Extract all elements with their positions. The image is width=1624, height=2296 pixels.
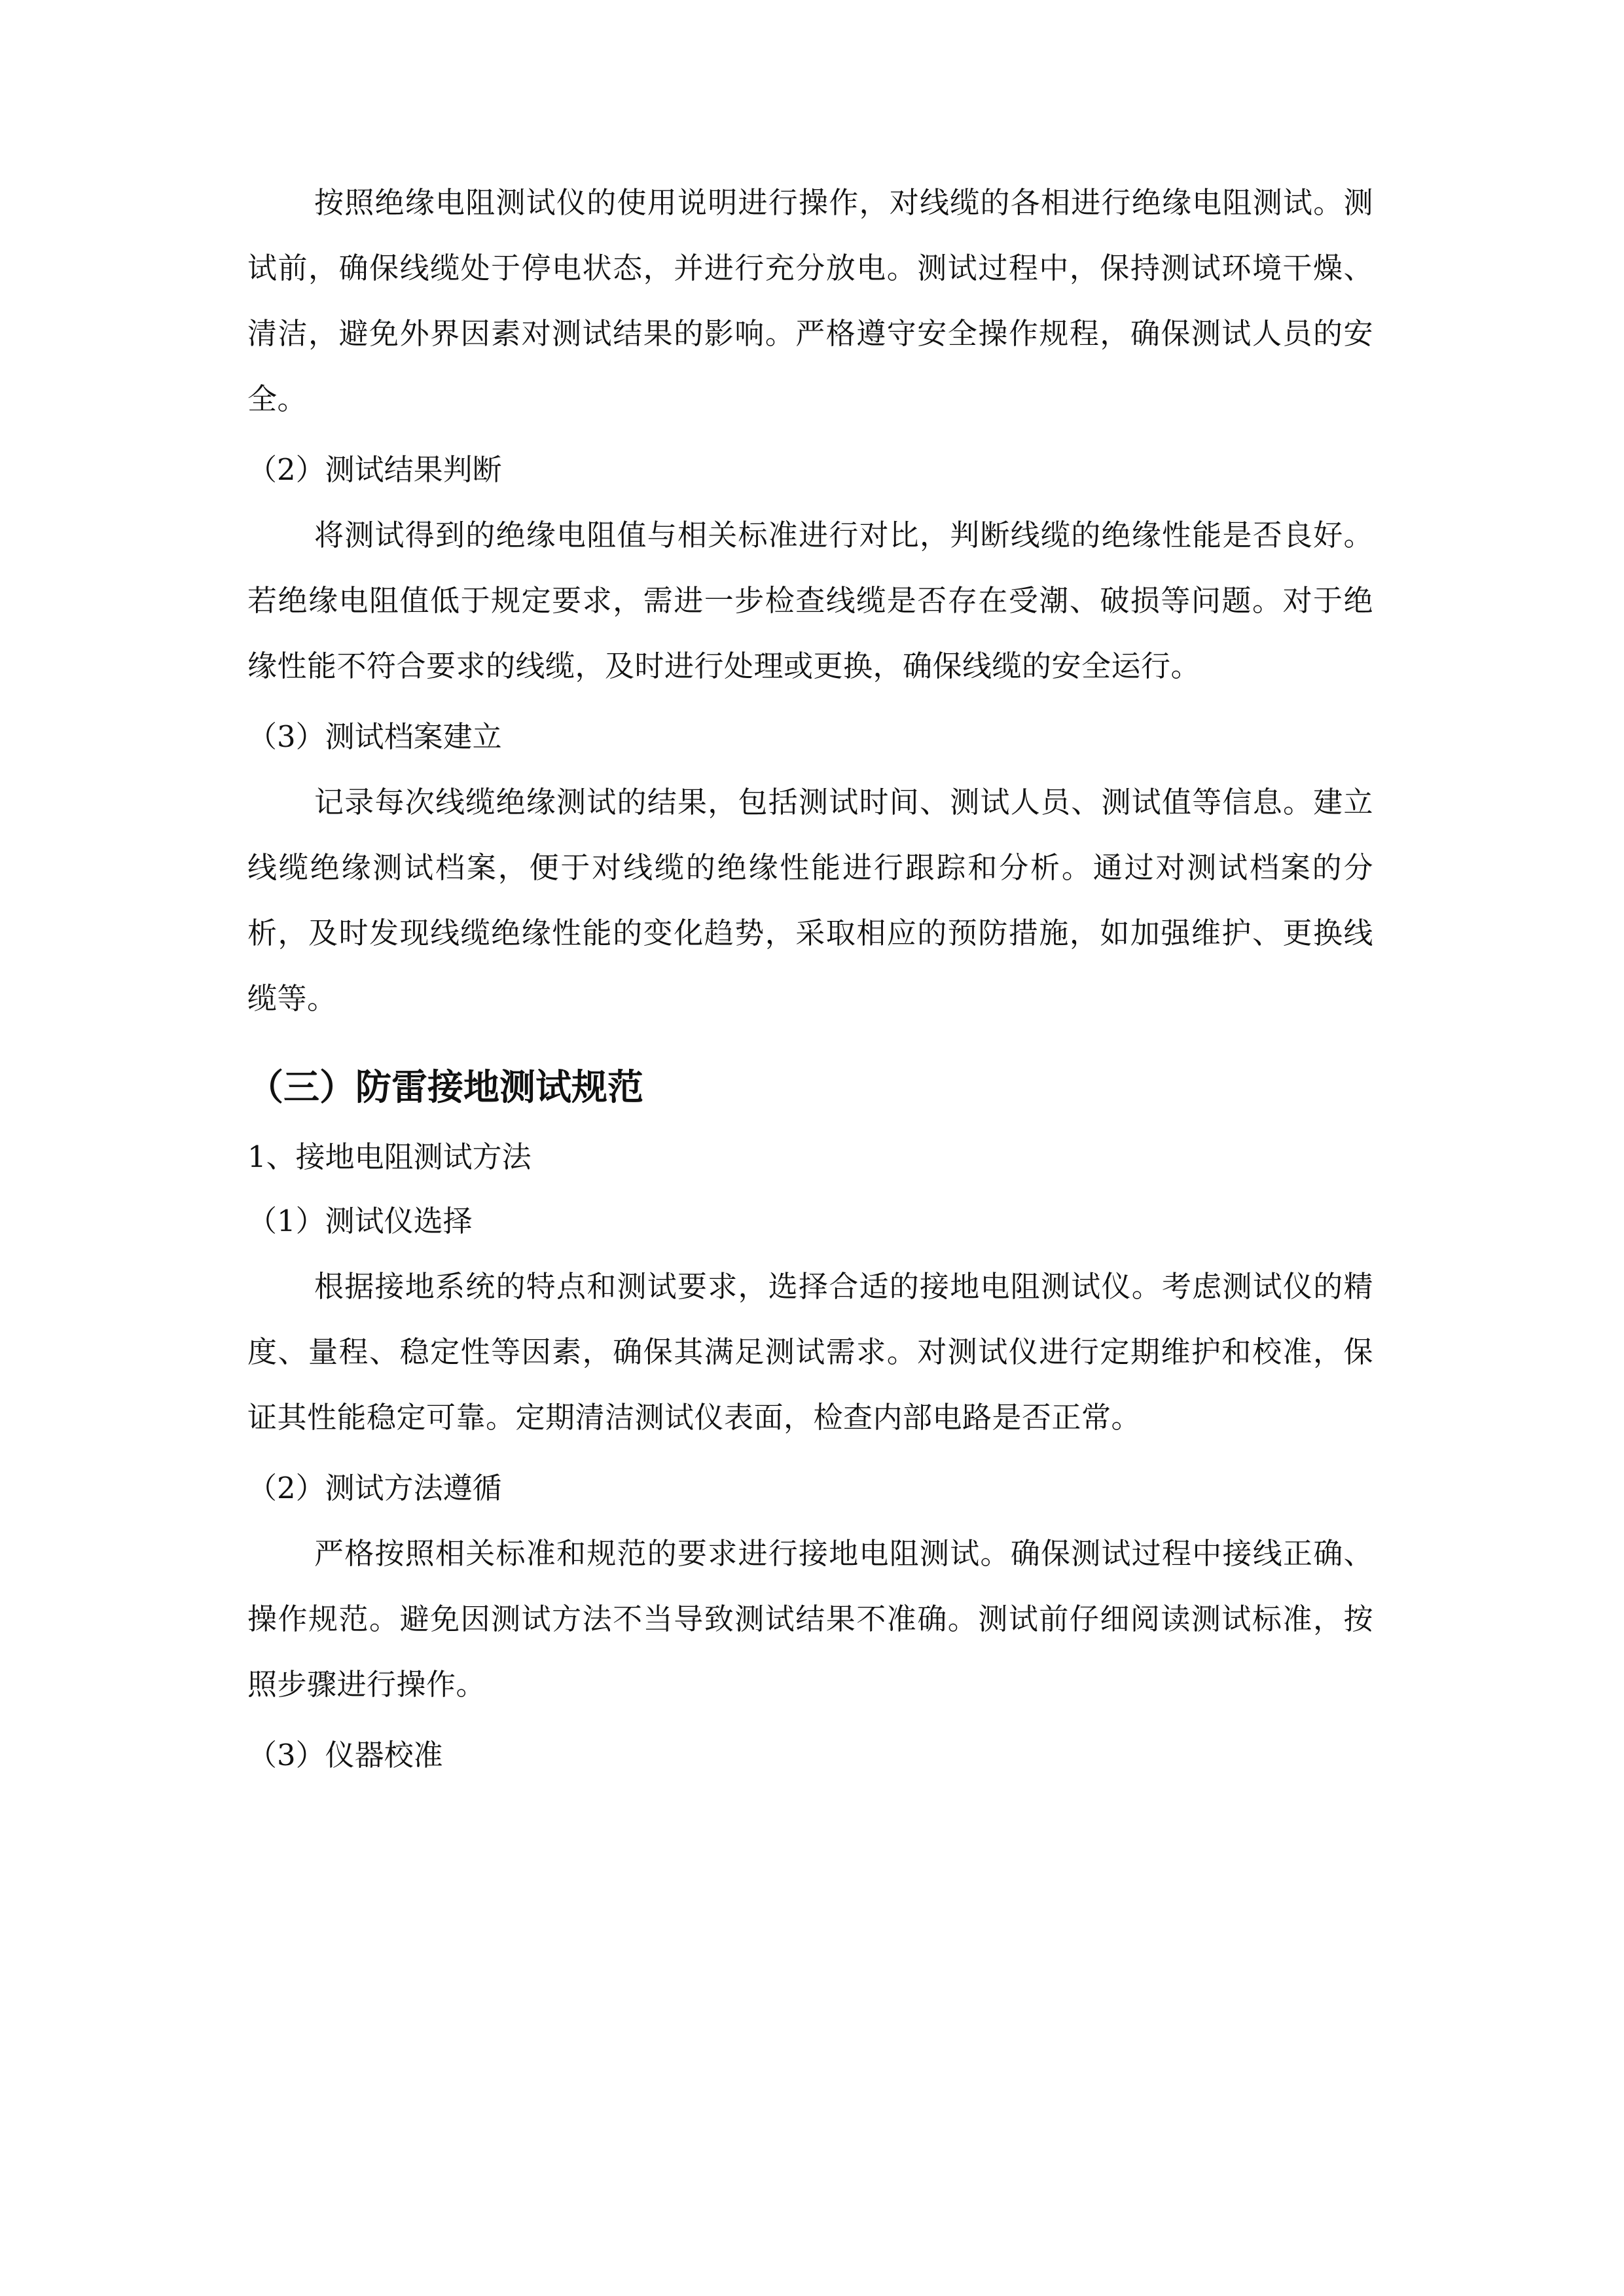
subheading-instrument-calibration: （3）仪器校准 — [247, 1738, 443, 1772]
paragraph-result-judgement: 将测试得到的绝缘电阻值与相关标准进行对比，判断线缆的绝缘性能是否良好。若绝缘电阻值低于规定要求，需进一步检查线缆是否存在受潮、破损等问题。对于绝缘性能不符合要求的线缆，及时进行处理或更换，确保线缆的安全运行。 — [247, 518, 1373, 683]
subheading-test-archive: （3）测试档案建立 — [247, 719, 502, 754]
subheading-instrument-selection: （1）测试仪选择 — [247, 1204, 473, 1238]
section-heading-lightning-grounding: （三）防雷接地测试规范 — [247, 1066, 644, 1108]
subheading-method-compliance: （2）测试方法遵循 — [247, 1471, 502, 1505]
paragraph-instrument-selection: 根据接地系统的特点和测试要求，选择合适的接地电阻测试仪。考虑测试仪的精度、量程、稳定性等因素，确保其满足测试需求。对测试仪进行定期维护和校准，保证其性能稳定可靠。定期清洁测试仪表面，检查内部电路是否正常。 — [247, 1269, 1373, 1435]
paragraph-test-archive: 记录每次线缆绝缘测试的结果，包括测试时间、测试人员、测试值等信息。建立线缆绝缘测试档案，便于对线缆的绝缘性能进行跟踪和分析。通过对测试档案的分析，及时发现线缆绝缘性能的变化趋势，采取相应的预防措施，如加强维护、更换线缆等。 — [247, 785, 1373, 1016]
item-heading-grounding-method: 1、接地电阻测试方法 — [247, 1139, 532, 1174]
paragraph-test-operation: 按照绝缘电阻测试仪的使用说明进行操作，对线缆的各相进行绝缘电阻测试。测试前，确保线缆处于停电状态，并进行充分放电。测试过程中，保持测试环境干燥、清洁，避免外界因素对测试结果的影响。严格遵守安全操作规程，确保测试人员的安全。 — [247, 185, 1373, 416]
paragraph-method-compliance: 严格按照相关标准和规范的要求进行接地电阻测试。确保测试过程中接线正确、操作规范。避免因测试方法不当导致测试结果不准确。测试前仔细阅读测试标准，按照步骤进行操作。 — [247, 1536, 1373, 1702]
subheading-result-judgement: （2）测试结果判断 — [247, 452, 502, 487]
document-body — [247, 170, 1373, 1788]
